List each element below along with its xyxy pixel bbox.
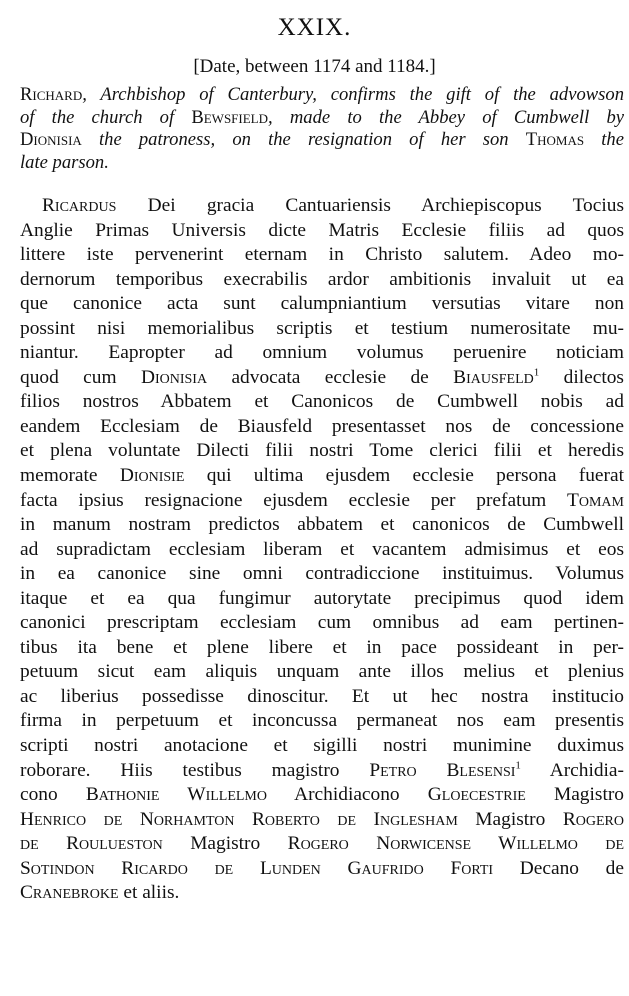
body-line	[20, 636, 624, 661]
body-line	[20, 734, 624, 759]
text-run: Dionisia	[140, 366, 208, 388]
text-run: et aliis.	[118, 882, 180, 904]
text-run: littere iste pervenerint eternam in Christo salutem. Adeo mo-	[20, 244, 624, 266]
text-run: ad supradictam ecclesiam liberam et vacantem admisimus et eos	[20, 538, 624, 560]
text-run: Henrico de Norhamton Roberto de Inglesham	[20, 808, 458, 830]
text-run: ac liberius possedisse dinoscitur. Et ut hec nostra institucio	[20, 685, 624, 707]
body-line	[20, 194, 624, 219]
text-run: Ricardus	[42, 195, 117, 216]
body-line	[20, 513, 624, 538]
text-run: Petro Blesensi	[369, 759, 516, 781]
text-run: roborare. Hiis testibus magistro	[20, 759, 370, 781]
body-line	[20, 538, 624, 563]
body-line	[20, 439, 624, 464]
text-run: memorate	[20, 465, 120, 487]
text-run: advocata ecclesie de	[207, 366, 454, 388]
body-line	[20, 611, 624, 636]
text-run: Anglie Primas Universis dicte Matris Ecclesie filiis ad quos	[20, 219, 624, 241]
text-run: Thomas	[525, 129, 585, 151]
text-run: Biausfeld	[453, 366, 534, 388]
text-run: tibus ita bene et plene libere et in pace possideant in per-	[20, 636, 624, 658]
body-line	[20, 759, 624, 784]
charter-number: XXIX.	[277, 14, 352, 41]
charter-date: [Date, between 1174 and 1184.]	[193, 56, 436, 77]
body-line	[20, 341, 624, 366]
charter-summary	[20, 84, 624, 174]
text-run: qui ultima ejusdem ecclesie persona fuerat	[184, 465, 624, 487]
text-run: Dionisie	[119, 465, 185, 487]
text-run: of the church of	[20, 106, 192, 128]
text-run: Archidia-	[520, 759, 624, 781]
text-run: Archidiacono	[267, 784, 428, 806]
body-line	[20, 660, 624, 685]
text-run: que canonice acta sunt calumpniantium versutias vitare non	[20, 293, 624, 315]
text-run: Sotindon Ricardo de Lunden Gaufrido Forti	[20, 857, 494, 879]
text-run: de Roulueston	[20, 833, 163, 855]
text-run: Decano de	[493, 857, 624, 879]
body-line	[20, 464, 624, 489]
body-line	[20, 832, 624, 857]
text-run: Magistro	[457, 808, 563, 830]
body-line	[20, 390, 624, 415]
text-run: dilectos	[539, 366, 624, 388]
body-line	[20, 292, 624, 317]
body-line	[20, 783, 624, 808]
body-line	[20, 685, 624, 710]
text-run: Gloecestrie	[427, 784, 526, 806]
body-line	[20, 808, 624, 833]
text-run: the patroness, on the resignation of her son	[81, 129, 526, 151]
body-line	[20, 219, 624, 244]
text-run: Richard	[20, 84, 83, 105]
text-run: scripti nostri anotacione et sigilli nostri munimine duximus	[20, 735, 624, 757]
text-run: Tomam	[567, 489, 624, 511]
summary-line	[20, 84, 624, 107]
text-run: niantur. Eapropter ad omnium volumus peruenire noticiam	[20, 342, 624, 364]
text-run: et plena voluntate Dilecti filii nostri Tome clerici filii et heredis	[20, 440, 624, 462]
text-run: Dei gracia Cantuariensis Archiepiscopus Tocius	[116, 195, 624, 216]
summary-line	[20, 107, 624, 130]
text-run: Rogero Norwicense Willelmo de	[287, 833, 624, 855]
text-run: late parson.	[20, 151, 109, 173]
text-run: Rogero	[562, 808, 624, 830]
text-run: Dionisia	[20, 129, 82, 151]
text-run: Cranebroke	[20, 882, 119, 904]
body-line	[20, 243, 624, 268]
body-line	[20, 587, 624, 612]
text-run: dernorum temporibus execrabilis ardor ambitionis invaluit ut ea	[20, 268, 624, 290]
text-run: quod cum	[20, 366, 141, 388]
footnote-marker: 1	[533, 366, 540, 379]
body-line	[20, 562, 624, 587]
footnote-marker: 1	[515, 759, 521, 772]
text-run: , Archbishop of Canterbury, confirms the gift of the advowson	[82, 84, 624, 105]
text-run: Bewsfield	[191, 106, 269, 128]
text-run: filios nostros Abbatem et Canonicos de Cumbwell nobis ad	[20, 391, 624, 413]
text-run: in ea canonice sine omni contradiccione instituimus. Volumus	[20, 563, 624, 585]
body-line	[20, 366, 624, 391]
text-run: petuum sicut eam aliquis unquam ante illos melius et plenius	[20, 661, 624, 683]
text-run: itaque et ea qua fungimur autorytate precipimus quod idem	[20, 587, 624, 609]
text-run: canonici prescriptam ecclesiam cum omnibus ad eam pertinen-	[20, 612, 624, 634]
text-run: the	[584, 129, 624, 151]
text-run: in manum nostram predictos abbatem et canonicos de Cumbwell	[20, 514, 624, 536]
body-line	[20, 881, 624, 906]
text-run: Magistro	[525, 784, 624, 806]
charter-body	[20, 194, 624, 906]
summary-line	[20, 129, 624, 152]
text-run: cono	[20, 784, 86, 806]
text-run: facta ipsius resignacione ejusdem ecclesie per prefatum	[20, 489, 568, 511]
summary-line	[20, 152, 624, 175]
text-run: possint nisi memorialibus scriptis et testium numerositate mu-	[20, 317, 624, 339]
body-line	[20, 268, 624, 293]
text-run: eandem Ecclesiam de Biausfeld presentasset nos de concessione	[20, 415, 624, 437]
text-run: firma in perpetuum et inconcussa permaneat nos eam presentis	[20, 710, 624, 732]
text-run: Magistro	[162, 833, 288, 855]
body-line	[20, 489, 624, 514]
text-run: , made to the Abbey of Cumbwell by	[268, 106, 624, 128]
body-line	[20, 415, 624, 440]
text-run: Bathonie Willelmo	[85, 784, 267, 806]
body-line	[20, 857, 624, 882]
body-line	[20, 317, 624, 342]
body-line	[20, 709, 624, 734]
